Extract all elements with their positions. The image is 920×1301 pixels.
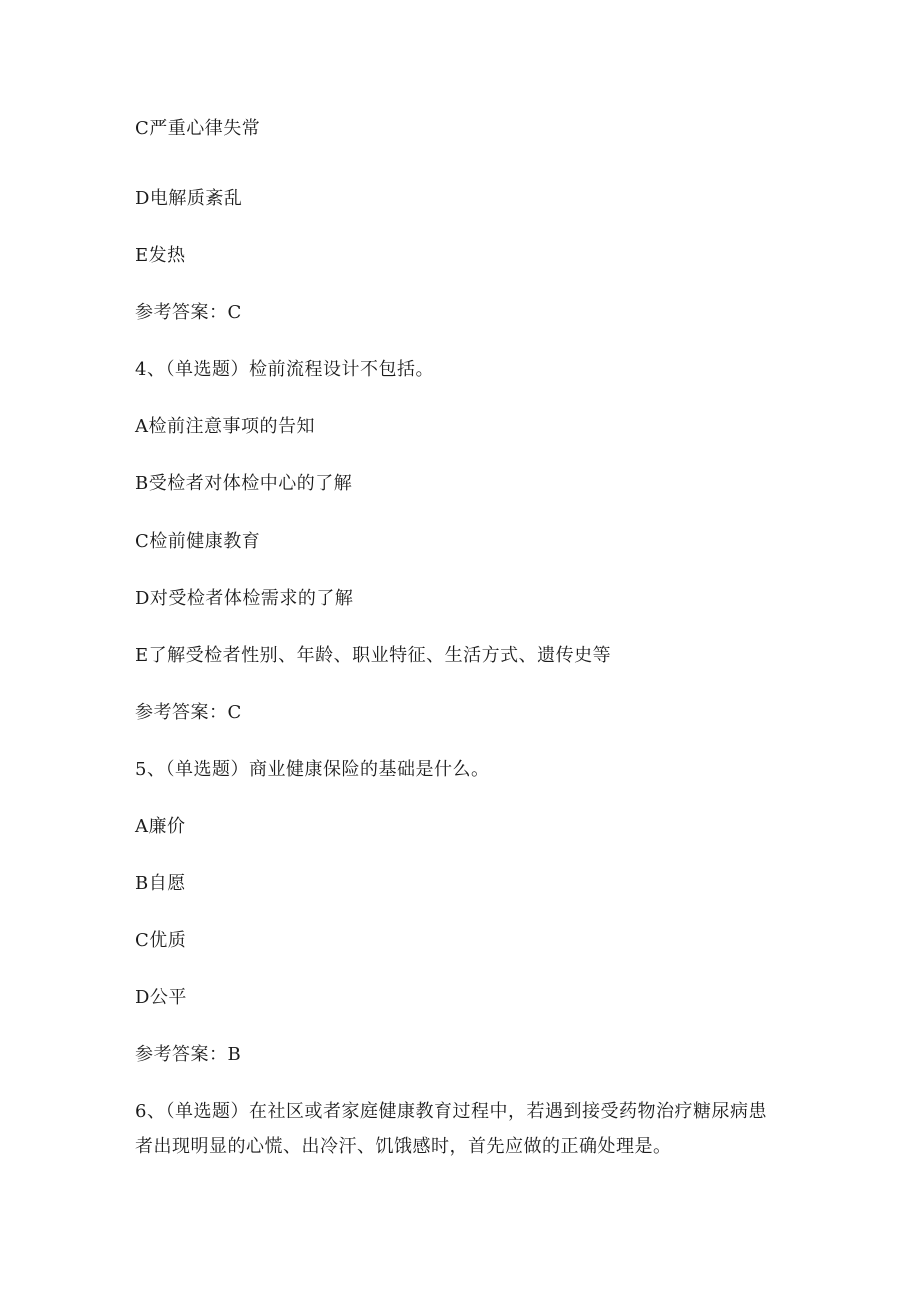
option-a-q5: A廉价 (135, 816, 186, 837)
option-d-q3: D电解质紊乱 (135, 188, 243, 209)
question-6-line-1: 6、（单选题）在社区或者家庭健康教育过程中，若遇到接受药物治疗糖尿病患 (135, 1101, 767, 1122)
option-b-q5: B自愿 (135, 873, 186, 894)
answer-q4: 参考答案：C (135, 702, 242, 723)
option-c-q5: C优质 (135, 930, 187, 951)
question-4: 4、（单选题）检前流程设计不包括。 (135, 359, 434, 380)
question-5: 5、（单选题）商业健康保险的基础是什么。 (135, 759, 490, 780)
option-e-q4: E了解受检者性别、年龄、职业特征、生活方式、遗传史等 (135, 645, 612, 666)
answer-q5: 参考答案：B (135, 1044, 242, 1065)
answer-q3: 参考答案：C (135, 302, 242, 323)
option-a-q4: A检前注意事项的告知 (135, 416, 315, 437)
option-e-q3: E发热 (135, 245, 186, 266)
option-b-q4: B受检者对体检中心的了解 (135, 473, 353, 494)
option-d-q4: D对受检者体检需求的了解 (135, 588, 354, 609)
option-c-q3: C严重心律失常 (135, 118, 261, 139)
question-6-line-2: 者出现明显的心慌、出冷汗、饥饿感时，首先应做的正确处理是。 (135, 1136, 672, 1157)
option-c-q4: C检前健康教育 (135, 531, 261, 552)
option-d-q5: D公平 (135, 987, 187, 1008)
